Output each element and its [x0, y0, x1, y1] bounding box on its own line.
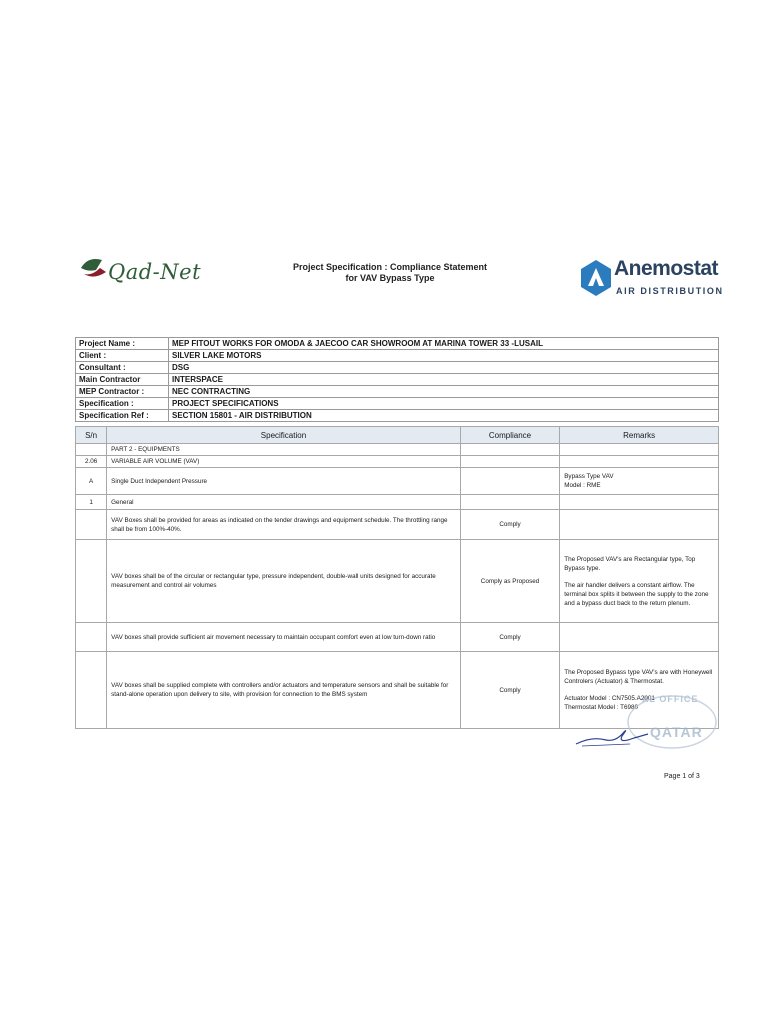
info-key: Client : — [76, 350, 169, 362]
remark-paragraph: The Proposed Bypass type VAV's are with Honeywell Controlers (Actuator) & Thermostat. — [564, 669, 713, 685]
title-line-1: Project Specification : Compliance Statement — [292, 262, 488, 272]
table-row — [76, 495, 719, 510]
section-title: VARIABLE AIR VOLUME (VAV) — [107, 456, 461, 468]
info-value: DSG — [169, 362, 719, 374]
info-value: MEP FITOUT WORKS FOR OMODA & JAECOO CAR SHOWROOM AT MARINA TOWER 33 -LUSAIL — [169, 338, 719, 350]
title-line-2: for VAV Bypass Type — [345, 273, 435, 283]
signature-icon — [572, 722, 652, 752]
info-row — [76, 398, 719, 410]
header-remarks: Remarks — [560, 427, 719, 444]
compliance-value: Comply — [460, 652, 559, 729]
section-number: 2.06 — [76, 456, 107, 468]
table-row — [76, 444, 719, 456]
item-remarks — [560, 468, 719, 495]
remark-line: Model : RME — [564, 482, 601, 489]
header-specification: Specification — [107, 427, 461, 444]
info-value: SILVER LAKE MOTORS — [169, 350, 719, 362]
spec-text: VAV Boxes shall be provided for areas as indicated on the tender drawings and equipment schedule. The throttling range shall be from 100%-40%. — [107, 510, 461, 540]
info-key: Specification : — [76, 398, 169, 410]
right-logo-brand: Anemostat — [614, 257, 719, 280]
document-title — [290, 262, 490, 284]
table-row — [76, 652, 719, 729]
header-sn: S/n — [76, 427, 107, 444]
qad-net-logo — [78, 254, 208, 288]
header-compliance: Compliance — [460, 427, 559, 444]
general-heading: General — [107, 495, 461, 510]
table-row — [76, 623, 719, 652]
compliance-value: Comply as Proposed — [460, 540, 559, 623]
remark-paragraph: The air handler delivers a constant airflow. The terminal box splits it between the supply to the zone and a bypass duct back to the return plenum. — [564, 581, 709, 607]
info-value: INTERSPACE — [169, 374, 719, 386]
anemostat-logo — [580, 257, 725, 301]
page-number: Page 1 of 3 — [664, 773, 700, 780]
spec-text: VAV boxes shall be supplied complete with controllers and/or actuators and temperature sensors and shall be suitable for stand-alone operation upon delivery to site, with provision for connection to the BMS system — [107, 652, 461, 729]
info-key: MEP Contractor : — [76, 386, 169, 398]
info-value: NEC CONTRACTING — [169, 386, 719, 398]
compliance-table — [75, 426, 719, 729]
info-row — [76, 386, 719, 398]
info-row — [76, 350, 719, 362]
info-key: Consultant : — [76, 362, 169, 374]
qad-net-emblem-icon — [78, 254, 110, 284]
remark-line: Bypass Type VAV — [564, 473, 614, 480]
table-row — [76, 456, 719, 468]
info-value: SECTION 15801 - AIR DISTRIBUTION — [169, 410, 719, 422]
info-key: Specification Ref : — [76, 410, 169, 422]
general-number: 1 — [76, 495, 107, 510]
anemostat-emblem-icon — [580, 259, 612, 297]
stamp-line-1: AL OFFICE — [642, 694, 699, 704]
info-row — [76, 362, 719, 374]
table-header-row — [76, 427, 719, 444]
left-logo-text: Qad-Net — [108, 260, 202, 284]
spec-text: VAV boxes shall be of the circular or rectangular type, pressure independent, double-wall units designed for accurate measurement and control air volumes — [107, 540, 461, 623]
info-row — [76, 374, 719, 386]
table-row — [76, 468, 719, 495]
info-row — [76, 410, 719, 422]
info-row — [76, 338, 719, 350]
part-label: PART 2 - EQUIPMENTS — [107, 444, 461, 456]
info-key: Project Name : — [76, 338, 169, 350]
table-row — [76, 540, 719, 623]
item-label: A — [76, 468, 107, 495]
info-key: Main Contractor — [76, 374, 169, 386]
compliance-value: Comply — [460, 623, 559, 652]
item-text: Single Duct Independent Pressure — [107, 468, 461, 495]
remarks-cell — [560, 540, 719, 623]
stamp-line-2: QATAR — [650, 724, 703, 740]
remarks-cell — [560, 652, 719, 729]
table-row — [76, 510, 719, 540]
remark-paragraph: The Proposed VAV's are Rectangular type, Top Bypass type. — [564, 555, 696, 572]
project-info-table — [75, 337, 719, 422]
spec-text: VAV boxes shall provide sufficient air movement necessary to maintain occupant comfort even at low turn-down ratio — [107, 623, 461, 652]
right-logo-sub: AIR DISTRIBUTION — [616, 286, 724, 296]
compliance-value: Comply — [460, 510, 559, 540]
info-value: PROJECT SPECIFICATIONS — [169, 398, 719, 410]
remark-paragraph: Actuator Model : CN7505.A2001 Thermostat Model : T6980 — [564, 695, 655, 711]
